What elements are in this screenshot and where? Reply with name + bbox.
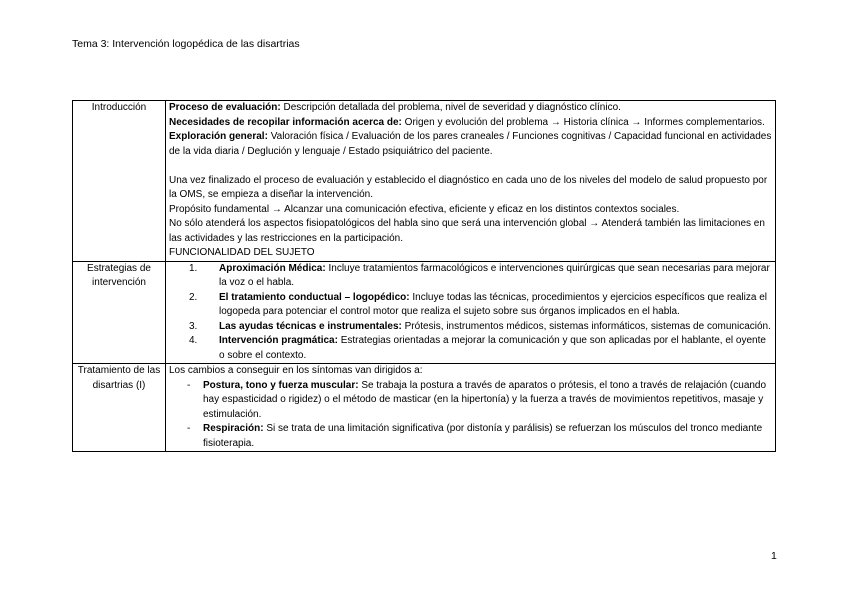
paragraph-diagnostico: Una vez finalizado el proceso de evaluación y establecido el diagnóstico en cada uno de los niveles del modelo de salud propuesto por la OMS, se empieza a diseñar la intervención. — [169, 174, 768, 200]
dash-list — [169, 379, 772, 452]
list-number: 1. — [189, 262, 198, 274]
list-text: Prótesis, instrumentos médicos, sistemas informáticos, sistemas de comunicación. — [401, 320, 771, 332]
list-text: Estrategias orientadas a mejorar la comunicación y que son aplicadas por el hablante, el oyente o sobre el contexto. — [219, 335, 766, 361]
list-text: Si se trata de una limitación significativa (por distonía y parálisis) se refuerzan los músculos del tronco mediante fisioterapia. — [203, 423, 763, 449]
paragraph-exploracion — [169, 130, 772, 159]
content-table — [72, 100, 776, 452]
list-item — [169, 262, 772, 291]
table-row-introduccion — [73, 101, 776, 262]
table-row-estrategias — [73, 261, 776, 364]
paragraph-proceso-evaluacion — [169, 101, 772, 116]
list-item — [169, 334, 772, 363]
bold-term: Exploración general: — [169, 131, 268, 142]
list-number: 4. — [189, 335, 198, 346]
list-item — [169, 320, 772, 335]
bold-term: Necesidades de recopilar información acerca de: — [169, 116, 402, 128]
paragraph-cambios: Los cambios a conseguir en los síntomas van dirigidos a: — [169, 365, 423, 376]
paragraph-intervencion-global: No sólo atenderá los aspectos fisiopatológicos del habla sino que será una intervención global → Atenderá también las limitaciones en las actividades y las restricciones en la participación. — [169, 218, 765, 244]
list-text: Incluye tratamientos farmacológicos e intervenciones quirúrgicas que sean necesarias para mejorar la voz o el habla. — [219, 262, 770, 288]
list-item — [169, 422, 772, 451]
paragraph-text: Valoración física / Evaluación de los pares craneales / Funciones cognitivas / Capacidad funcional en actividades de la vida diaria / Deglución y lenguaje / Estado psiquiátrico del paciente. — [169, 131, 772, 157]
list-dash: - — [187, 423, 191, 434]
row-label-tratamiento: Tratamiento de las disartrias (I) — [73, 364, 166, 452]
bold-term: Aproximación Médica: — [219, 262, 326, 274]
introduccion-content — [166, 101, 776, 262]
page-number: 1 — [771, 550, 777, 562]
paragraph-funcionalidad: FUNCIONALIDAD DEL SUJETO — [169, 247, 315, 258]
paragraph-text: Descripción detallada del problema, nivel de severidad y diagnóstico clínico. — [280, 102, 621, 113]
bold-term: Respiración: — [203, 423, 264, 434]
list-text: Se trabaja la postura a través de aparatos o prótesis, el tono a través de relajación (cuando hay espasticidad o rigidez) o el método de masticar (en la hipertonía) y la fuerza a través de movimientos repetitivos, masaje y estimulación. — [203, 379, 767, 420]
bold-term: Postura, tono y fuerza muscular: — [203, 379, 359, 391]
list-number: 2. — [189, 291, 198, 303]
list-text: Incluye todas las técnicas, procedimientos y ejercicios específicos que realiza el logopeda para potenciar el control motor que realiza el sujeto sobre sus órganos implicados en el habla. — [219, 291, 767, 317]
tratamiento-content — [166, 364, 776, 452]
list-number: 3. — [189, 320, 198, 332]
bold-term: Intervención pragmática: — [219, 335, 338, 346]
list-item — [169, 291, 772, 320]
row-label-introduccion: Introducción — [73, 101, 166, 262]
estrategias-content — [166, 261, 776, 364]
table-row-tratamiento — [73, 364, 776, 452]
paragraph-text: Origen y evolución del problema → Historia clínica → Informes complementarios. — [401, 116, 765, 128]
list-dash: - — [187, 379, 191, 391]
row-label-estrategias: Estrategias de intervención — [73, 261, 166, 364]
spacer — [169, 159, 772, 174]
document-header: Tema 3: Intervención logopédica de las disartrias — [72, 38, 300, 50]
bold-term: El tratamiento conductual – logopédico: — [219, 291, 410, 303]
paragraph-necesidades — [169, 116, 772, 131]
bold-term: Proceso de evaluación: — [169, 102, 281, 113]
numbered-list — [169, 262, 772, 364]
list-item — [169, 379, 772, 423]
paragraph-proposito: Propósito fundamental → Alcanzar una comunicación efectiva, eficiente y eficaz en los distintos contextos sociales. — [169, 203, 680, 215]
bold-term: Las ayudas técnicas e instrumentales: — [219, 320, 402, 332]
